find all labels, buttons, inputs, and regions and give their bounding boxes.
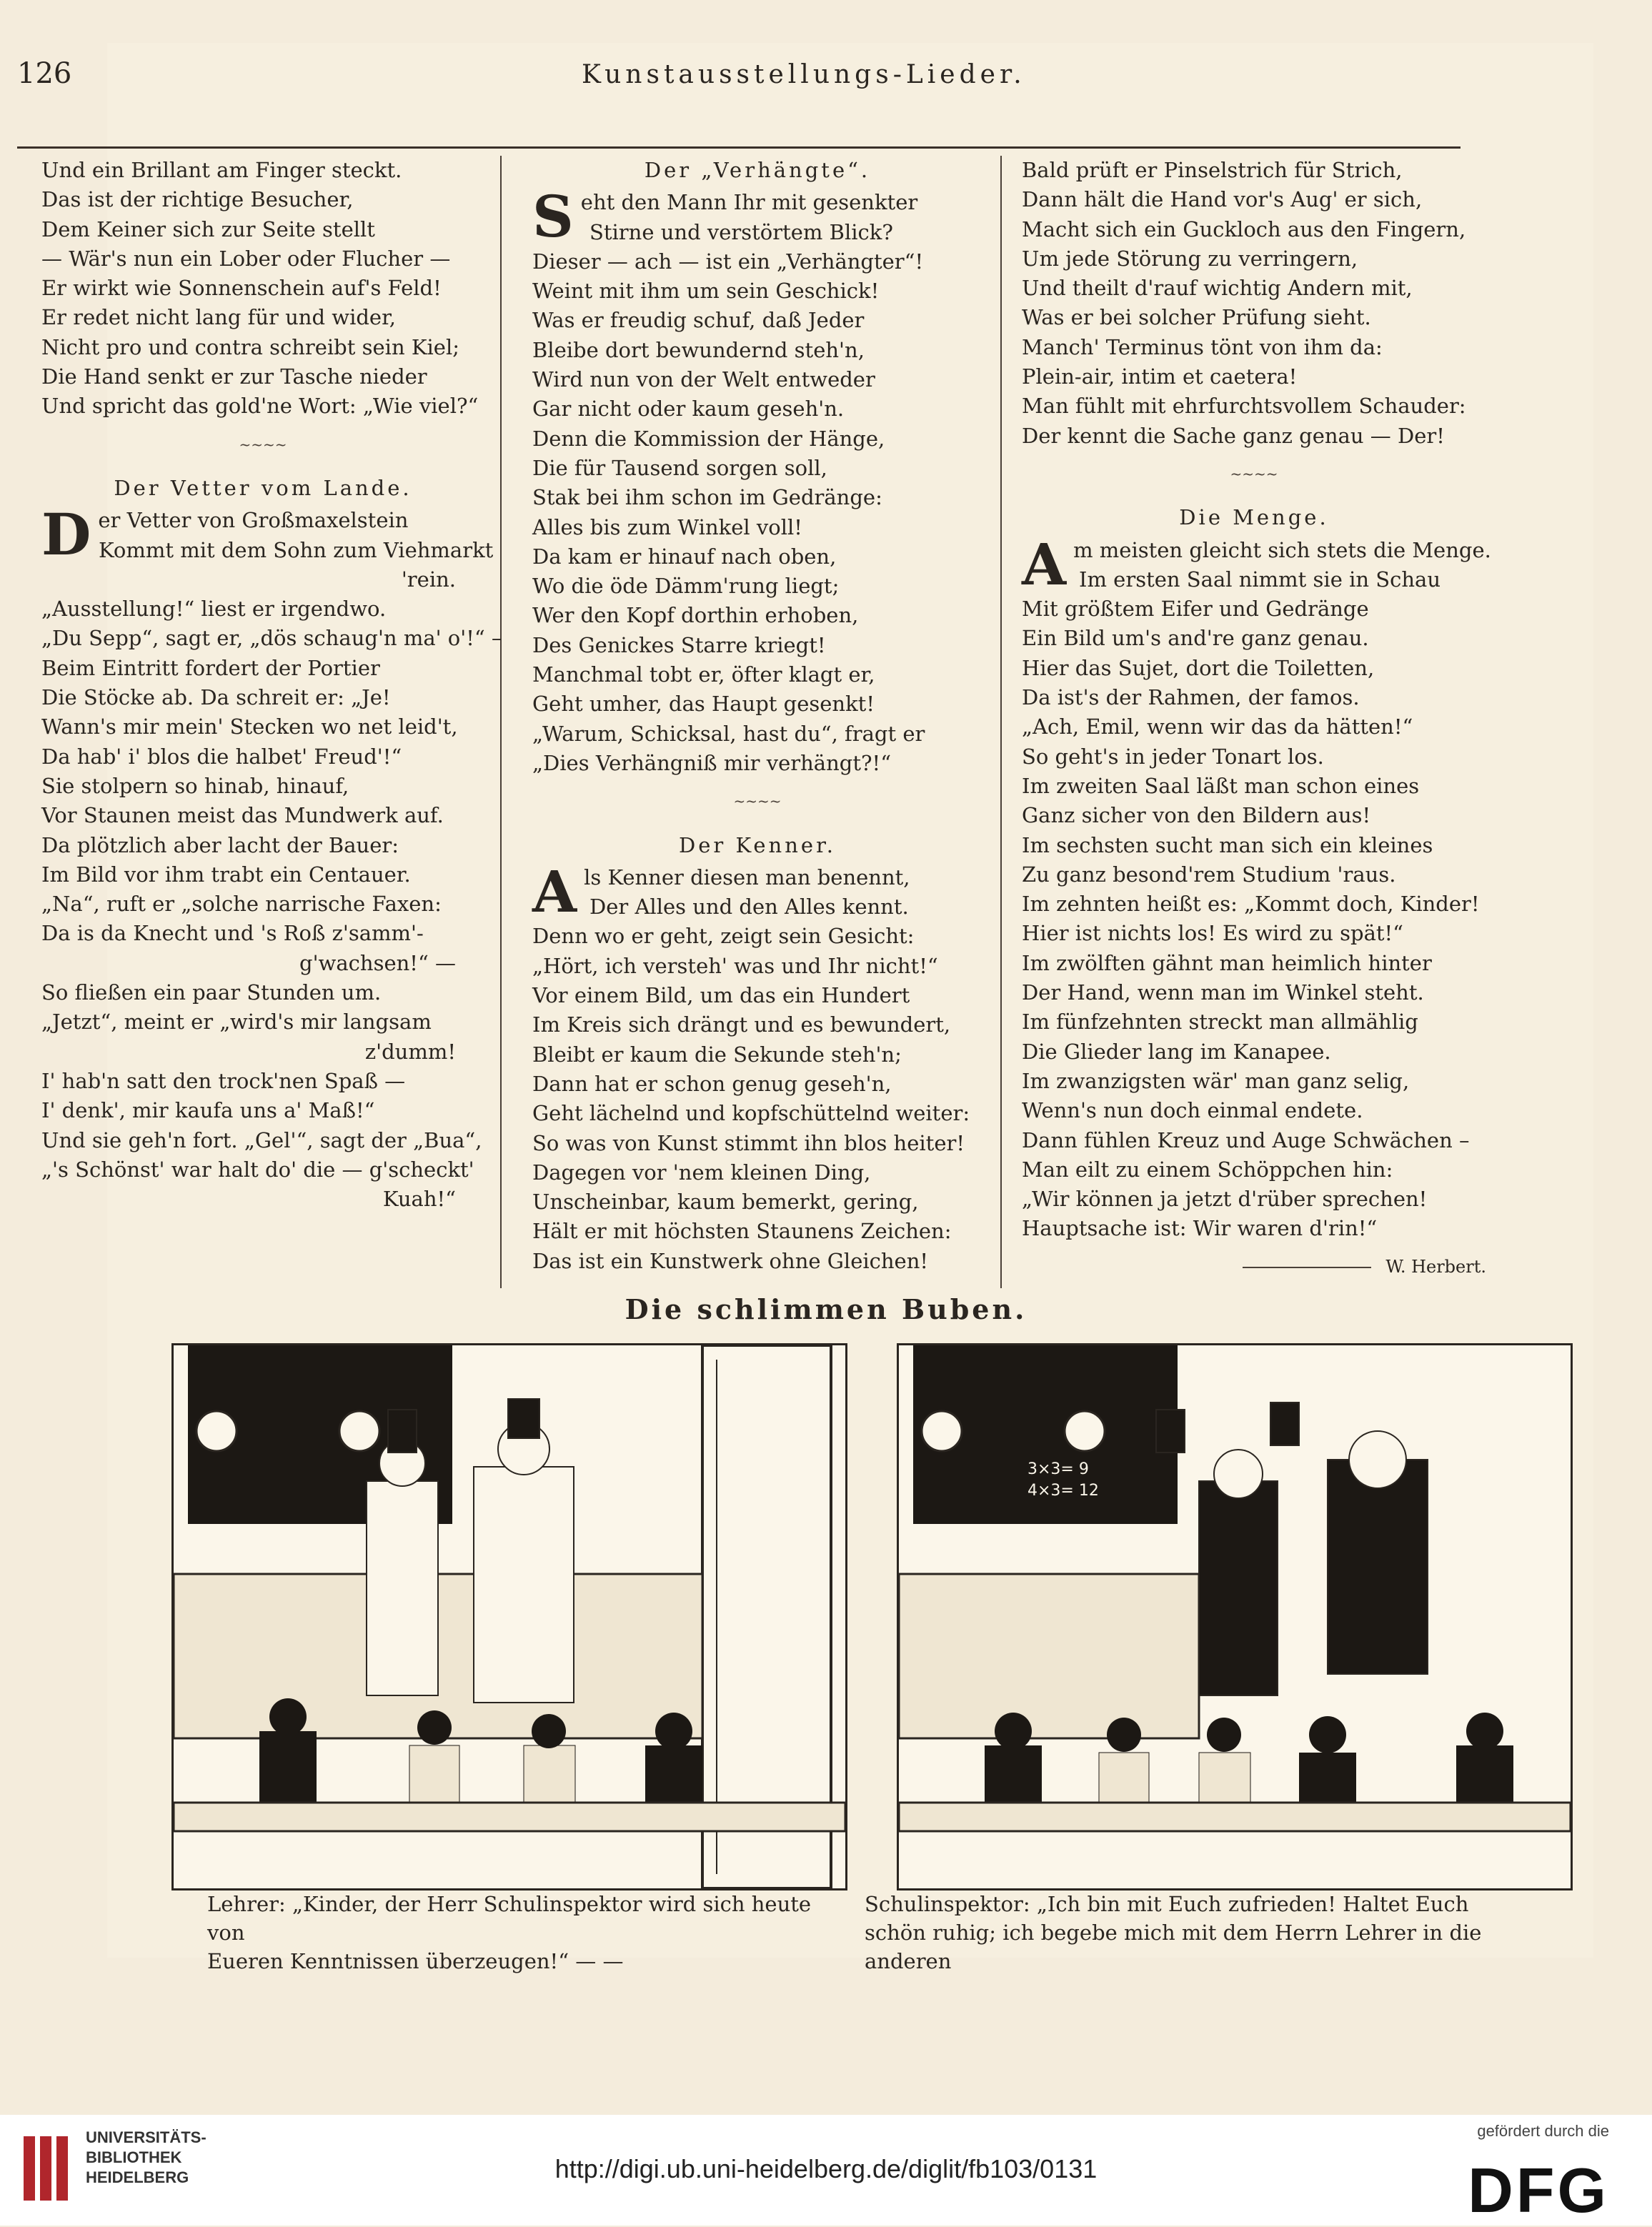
column-1 <box>41 156 502 1214</box>
verse-line: Und sie geh'n fort. „Gel'“, sagt der „Bua“, <box>41 1127 482 1152</box>
verse-line: „Jetzt“, meint er „wird's mir langsam <box>41 1010 432 1035</box>
verse-line: Ganz sicher von den Bildern aus! <box>1022 803 1371 828</box>
column-2 <box>532 156 982 1276</box>
verse-line: Im zwölften gähnt man heimlich hinter <box>1022 950 1432 975</box>
verse-line: „Hört, ich versteh' was und Ihr nicht!“ <box>532 953 938 978</box>
verse-line: Die Glieder lang im Kanapee. <box>1022 1039 1331 1064</box>
verse-line: Bald prüft er Pinselstrich für Strich, <box>1022 158 1403 182</box>
left-caption <box>207 1890 836 1976</box>
verse-line: Ein Bild um's and're ganz genau. <box>1022 626 1369 651</box>
ornament-divider: ~~~~ <box>733 792 782 810</box>
verse-line: Man eilt zu einem Schöppchen hin: <box>1022 1157 1393 1182</box>
drop-cap: A <box>532 857 577 925</box>
poem-continuation <box>41 156 484 422</box>
dfg-logo: DFG <box>1468 2155 1609 2226</box>
verse-line: „'s Schönst' war halt do' die — g'scheckt' <box>41 1157 474 1182</box>
verse-line: z'dumm! <box>364 1039 456 1064</box>
verse-line: ls Kenner diesen man benennt, <box>584 865 910 890</box>
verse-line: Die Stöcke ab. Da schreit er: „Je! <box>41 685 391 710</box>
verse-line: Im zehnten heißt es: „Kommt doch, Kinder! <box>1022 892 1480 917</box>
blackboard-text: 4×3= 12 <box>1027 1482 1099 1500</box>
verse-line: eht den Mann Ihr mit gesenkter <box>580 190 918 215</box>
library-name-line: HEIDELBERG <box>86 2168 189 2186</box>
poem-title: Der „Verhängte“. <box>644 158 871 182</box>
verse-line: Er redet nicht lang für und wider, <box>41 305 396 330</box>
page-header <box>17 57 1461 107</box>
ornament-divider: ~~~~ <box>239 435 287 453</box>
cartoon-title: Die schlimmen Buben. <box>625 1293 1027 1325</box>
verse-line: Vor Staunen meist das Mundwerk auf. <box>41 803 444 828</box>
verse-line: Kuah!“ <box>382 1187 456 1212</box>
verse-line: Das ist ein Kunstwerk ohne Gleichen! <box>532 1248 929 1273</box>
verse-line: Wo die öde Dämm'rung liegt; <box>532 574 840 599</box>
verse-line: Das ist der richtige Besucher, <box>41 187 354 212</box>
verse-line: Kommt mit dem Sohn zum Viehmarkt <box>99 537 494 562</box>
verse-line: Dagegen vor 'nem kleinen Ding, <box>532 1160 871 1185</box>
poem-body <box>41 501 502 1214</box>
author-signature <box>1022 1252 1486 1282</box>
verse-line: Geht lächelnd und kopfschüttelnd weiter: <box>532 1101 970 1126</box>
verse-line: Gar nicht oder kaum geseh'n. <box>532 397 845 422</box>
verse-line: Was er freudig schuf, daß Jeder <box>532 308 865 333</box>
page-number: 126 <box>17 57 72 90</box>
sponsor-text: gefördert durch die <box>1477 2122 1609 2140</box>
author-rule <box>1243 1267 1371 1268</box>
verse-line: m meisten gleicht sich stets die Menge. <box>1073 537 1491 562</box>
verse-line: Dieser — ach — ist ein „Verhängter“! <box>532 249 924 274</box>
verse-line: Mit größtem Eifer und Gedränge <box>1022 597 1369 622</box>
verse-line: Im sechsten sucht man sich ein kleines <box>1022 832 1433 857</box>
verse-line: Da hab' i' blos die halbet' Freud'!“ <box>41 744 402 769</box>
verse-line: Im zweiten Saal läßt man schon eines <box>1022 773 1420 798</box>
verse-line: Dann hält die Hand vor's Aug' er sich, <box>1022 187 1423 212</box>
verse-line: Wer den Kopf dorthin erhoben, <box>532 603 859 628</box>
verse-line: er Vetter von Großmaxelstein <box>98 508 409 533</box>
verse-line: Bleibe dort bewundernd steh'n, <box>532 337 865 362</box>
verse-line: Und ein Brillant am Finger steckt. <box>41 158 402 182</box>
right-caption <box>865 1890 1551 1976</box>
caption-line: schön ruhig; ich begebe mich mit dem Herrn Lehrer in die anderen <box>865 1920 1482 1973</box>
poem-title: Die Menge. <box>1179 505 1329 530</box>
verse-line: Hält er mit höchsten Staunens Zeichen: <box>532 1219 952 1244</box>
verse-line: Unscheinbar, kaum bemerkt, gering, <box>532 1190 919 1215</box>
verse-line: Zu ganz besond'rem Studium 'raus. <box>1022 862 1396 887</box>
verse-line: I' denk', mir kaufa uns a' Maß!“ <box>41 1098 375 1123</box>
author-name: W. Herbert. <box>1385 1256 1486 1277</box>
cartoon-panel-right <box>897 1343 1573 1890</box>
verse-line: Nicht pro und contra schreibt sein Kiel; <box>41 334 459 359</box>
verse-line: Und theilt d'rauf wichtig Andern mit, <box>1022 276 1413 301</box>
header-rule <box>17 146 1461 149</box>
verse-line: Im Bild vor ihm trabt ein Centauer. <box>41 862 411 887</box>
library-name-line: UNIVERSITÄTS- <box>86 2128 206 2146</box>
verse-line: Macht sich ein Guckloch aus den Fingern, <box>1022 216 1466 241</box>
verse-line: Und spricht das gold'ne Wort: „Wie viel?“ <box>41 394 479 419</box>
verse-line: Dem Keiner sich zur Seite stellt <box>41 216 375 241</box>
verse-line: Denn wo er geht, zeigt sein Gesicht: <box>532 924 915 949</box>
verse-line: Was er bei solcher Prüfung sieht. <box>1022 305 1371 330</box>
verse-line: „Du Sepp“, sagt er, „dös schaug'n ma' o'!“ – <box>41 626 502 651</box>
caption-line: Schulinspektor: „Ich bin mit Euch zufrieden! Haltet Euch <box>865 1892 1469 1916</box>
verse-line: So geht's in jeder Tonart los. <box>1022 744 1324 769</box>
verse-line: So was von Kunst stimmt ihn blos heiter! <box>532 1130 965 1155</box>
classroom-illustration <box>899 1345 1571 1888</box>
verse-line: Im fünfzehnten streckt man allmählig <box>1022 1010 1418 1035</box>
viewer-footer <box>0 2115 1652 2226</box>
verse-line: Da ist's der Rahmen, der famos. <box>1022 685 1360 710</box>
caption-line: Lehrer: „Kinder, der Herr Schulinspektor wird sich heute von <box>207 1892 812 1945</box>
poem-title: Der Vetter vom Lande. <box>114 475 412 500</box>
caption-line: Eueren Kenntnissen überzeugen!“ — — <box>207 1949 624 1973</box>
drop-cap: D <box>41 501 91 569</box>
verse-line: Da is da Knecht und 's Roß z'samm'- <box>41 921 424 946</box>
verse-line: Bleibt er kaum die Sekunde steh'n; <box>532 1042 902 1067</box>
verse-line: „Warum, Schicksal, hast du“, fragt er <box>532 721 925 746</box>
verse-line: So fließen ein paar Stunden um. <box>41 980 382 1005</box>
verse-line: „Ausstellung!“ liest er irgendwo. <box>41 597 387 622</box>
verse-line: Der kennt die Sache ganz genau — Der! <box>1022 423 1445 448</box>
verse-line: Manch' Terminus tönt von ihm da: <box>1022 334 1383 359</box>
column-3 <box>1022 156 1491 1282</box>
verse-line: Plein-air, intim et caetera! <box>1022 364 1298 389</box>
verse-line: Hauptsache ist: Wir waren d'rin!“ <box>1022 1216 1378 1241</box>
verse-line: Alles bis zum Winkel voll! <box>532 514 802 539</box>
verse-line: Da plötzlich aber lacht der Bauer: <box>41 832 399 857</box>
verse-line: Um jede Störung zu verringern, <box>1022 246 1358 271</box>
verse-line: Weint mit ihm um sein Geschick! <box>532 279 880 304</box>
verse-line: Dann hat er schon genug geseh'n, <box>532 1071 892 1096</box>
verse-line: Stak bei ihm schon im Gedränge: <box>532 485 882 510</box>
verse-line: Da kam er hinauf nach oben, <box>532 544 837 569</box>
verse-line: g'wachsen!“ — <box>299 950 456 975</box>
verse-line: Beim Eintritt fordert der Portier <box>41 655 380 680</box>
verse-line: Im Kreis sich drängt und es bewundert, <box>532 1012 951 1037</box>
verse-line: „Dies Verhängniß mir verhängt?!“ <box>532 750 892 775</box>
verse-line: Wird nun von der Welt entweder <box>532 367 875 392</box>
verse-line: Stirne und verstörtem Blick? <box>589 219 893 244</box>
verse-line: Der Alles und den Alles kennt. <box>589 895 909 920</box>
drop-cap: S <box>532 183 574 251</box>
verse-line: Wann's mir mein' Stecken wo net leid't, <box>41 714 458 739</box>
verse-line: Denn die Kommission der Hänge, <box>532 426 885 451</box>
blackboard-text: 3×3= 9 <box>1027 1460 1089 1478</box>
verse-line: Die für Tausend sorgen soll, <box>532 455 827 480</box>
running-title: Kunstausstellungs-Lieder. <box>582 60 1026 89</box>
verse-line: „Ach, Emil, wenn wir das da hätten!“ <box>1022 714 1413 739</box>
drop-cap: A <box>1022 530 1067 598</box>
verse-line: „Na“, ruft er „solche narrische Faxen: <box>41 892 442 917</box>
verse-line: Man fühlt mit ehrfurchtsvollem Schauder: <box>1022 394 1466 419</box>
column-divider <box>1000 156 1002 1288</box>
verse-line: Im ersten Saal nimmt sie in Schau <box>1079 567 1441 592</box>
ornament-divider: ~~~~ <box>1230 464 1278 482</box>
verse-line: I' hab'n satt den trock'nen Spaß — <box>41 1068 406 1093</box>
classroom-illustration <box>174 1345 845 1888</box>
verse-line: Im zwanzigsten wär' man ganz selig, <box>1022 1068 1410 1093</box>
permalink-url[interactable]: http://digi.ub.uni-heidelberg.de/diglit/fb103/0131 <box>554 2154 1098 2183</box>
verse-line: Dann fühlen Kreuz und Auge Schwächen – <box>1022 1127 1470 1152</box>
verse-line: Sie stolpern so hinab, hinauf, <box>41 773 349 798</box>
poem-title: Der Kenner. <box>679 832 836 857</box>
verse-line: Manchmal tobt er, öfter klagt er, <box>532 662 875 687</box>
verse-line: Er wirkt wie Sonnenschein auf's Feld! <box>41 276 442 301</box>
verse-line: Der Hand, wenn man im Winkel steht. <box>1022 980 1424 1005</box>
verse-line: Des Genickes Starre kriegt! <box>532 632 826 657</box>
verse-line: Hier ist nichts los! Es wird zu spät!“ <box>1022 921 1404 946</box>
library-name-line: BIBLIOTHEK <box>86 2148 182 2166</box>
verse-line: Hier das Sujet, dort die Toiletten, <box>1022 655 1375 680</box>
cartoon-panel-left <box>171 1343 847 1890</box>
verse-line: — Wär's nun ein Lober oder Flucher — <box>41 246 451 271</box>
verse-line: Geht umher, das Haupt gesenkt! <box>532 692 875 717</box>
verse-line: Vor einem Bild, um das ein Hundert <box>532 983 910 1008</box>
verse-line: Die Hand senkt er zur Tasche nieder <box>41 364 427 389</box>
verse-line: Wenn's nun doch einmal endete. <box>1022 1098 1363 1123</box>
verse-line: 'rein. <box>401 567 456 592</box>
verse-line: „Wir können ja jetzt d'rüber sprechen! <box>1022 1187 1428 1212</box>
column-divider <box>500 156 502 1288</box>
